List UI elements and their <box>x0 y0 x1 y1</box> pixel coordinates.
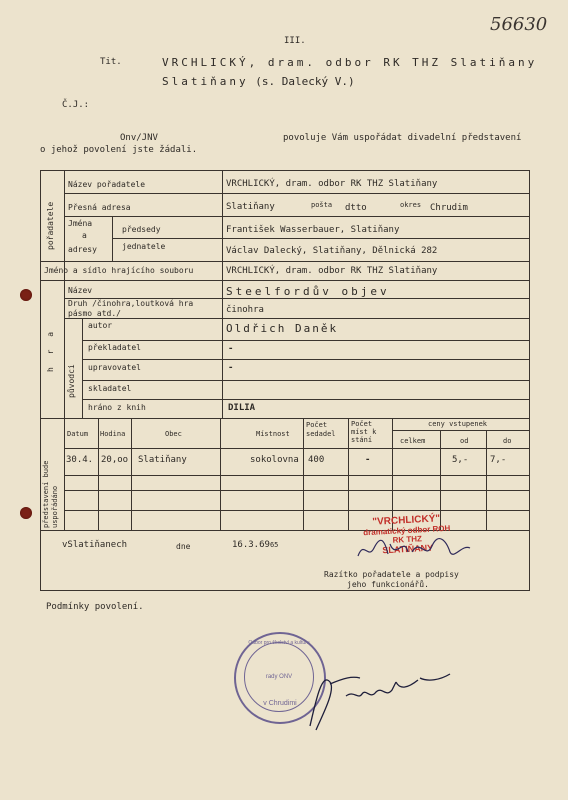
cj-label: Č.J.: <box>62 100 90 110</box>
author-value: Oldřich Daněk <box>226 322 339 335</box>
header-hour: Hodina <box>100 430 126 438</box>
ensemble-value: VRCHLICKÝ, dram. odbor RK THZ Slatiňany <box>226 266 438 276</box>
header-prices: ceny vstupenek <box>428 420 488 428</box>
okres-label: okres <box>400 201 422 209</box>
composer-label: skladatel <box>88 384 132 393</box>
okres-value: Chrudim <box>430 203 468 213</box>
posta-label: pošta <box>311 201 333 209</box>
play-genre-label: Druh /činohra,loutková hra pásmo atd./ <box>68 299 194 318</box>
tit-label: Tit. <box>100 57 122 67</box>
row-seats: 400 <box>308 455 325 465</box>
names-label-c: adresy <box>68 245 97 254</box>
addressee-town: Slatiňany <box>162 75 249 88</box>
round-stamp-top: Odbor pro školství a kulturu <box>248 640 310 646</box>
stamp-line-1: "VRCHLICKÝ" <box>372 513 441 528</box>
organizer-signatures <box>350 530 480 570</box>
posta-value: dtto <box>345 203 367 213</box>
book-value: DILIA <box>228 403 256 413</box>
section-number: III. <box>284 36 306 46</box>
secretary-value: Václav Dalecký, Slatiňany, Dělnická 282 <box>226 246 438 256</box>
round-stamp-bottom: v Chrudimi <box>263 700 297 707</box>
punch-hole-bottom <box>20 507 32 519</box>
header-town: Obec <box>165 430 182 438</box>
office-reference: Onv/JNV <box>120 133 158 143</box>
organizer-name-label: Název pořadatele <box>68 180 146 189</box>
row-price-from: 5,- <box>452 455 469 465</box>
names-label-b: a <box>82 231 87 240</box>
stamp-caption-1: Razítko pořadatele a podpisy <box>324 570 459 579</box>
permission-text: povoluje Vám uspořádat divadelní představení <box>283 133 522 143</box>
date-main: 16.3.69 <box>232 540 270 550</box>
place-value: Slatiňanech <box>67 540 128 550</box>
book-label: hráno z knih <box>88 403 146 412</box>
header-date: Datum <box>67 430 89 438</box>
date-label: dne <box>176 542 191 551</box>
row-date: 30.4. <box>66 455 94 465</box>
adapter-value: - <box>228 363 234 373</box>
addressee-name: VRCHLICKÝ, dram. odbor RK THZ Slatiňany <box>162 56 538 69</box>
addressee-line-1 <box>162 56 537 69</box>
secretary-label: jednatele <box>122 242 166 251</box>
date-value <box>232 540 278 550</box>
header-from: od <box>460 437 469 445</box>
stamp-line-3: RK THZ <box>392 534 423 545</box>
header-total: celkem <box>400 437 426 445</box>
play-genre-value: činohra <box>226 305 264 315</box>
performance-side-label: představení bude uspořádáno <box>42 460 59 528</box>
play-side-label: h r a <box>46 327 55 372</box>
organizer-address-value: Slatiňany <box>226 202 275 212</box>
header-venue: Místnost <box>256 430 290 438</box>
round-stamp-middle: rady ONV <box>265 674 293 680</box>
stamp-line-2: dramatický odbor ROH <box>363 523 451 538</box>
origin-side-label: původci <box>67 364 76 398</box>
addressee-line-2 <box>162 75 355 88</box>
organizer-side-label: pořadatele <box>46 201 55 250</box>
adapter-label: upravovatel <box>88 363 141 372</box>
request-text: o jehož povolení jste žádali. <box>40 145 198 155</box>
header-seats: Počet sedadel <box>306 421 336 438</box>
stamp-caption-2: jeho funkcionářů. <box>347 580 429 589</box>
play-title-label: Název <box>68 286 93 295</box>
row-price-to: 7,- <box>490 455 507 465</box>
addressee-contact: (s. Dalecký V.) <box>255 75 355 88</box>
row-town: Slatiňany <box>138 455 187 465</box>
place-prefix: v <box>62 540 68 550</box>
date-suffix: 65 <box>269 541 279 549</box>
header-to: do <box>503 437 512 445</box>
stamp-line-4: SLATIŇANY <box>382 542 434 556</box>
translator-value: - <box>228 344 234 354</box>
author-label: autor <box>88 321 113 330</box>
row-hour: 20,oo <box>101 455 129 465</box>
chairman-label: předsedy <box>122 225 161 234</box>
names-label-a: Jména <box>68 219 93 228</box>
official-signature <box>300 660 460 740</box>
punch-hole-top <box>20 289 32 301</box>
play-title-value: Steelfordův objev <box>226 285 390 298</box>
row-venue: sokolovna <box>250 455 299 465</box>
row-standing: - <box>365 455 371 465</box>
organizer-name-value: VRCHLICKÝ, dram. odbor RK THZ Slatiňany <box>226 179 438 189</box>
translator-label: překladatel <box>88 343 141 352</box>
ensemble-label: Jméno a sídlo hrajícího souboru <box>44 266 194 275</box>
header-standing: Počet míst k stání <box>351 420 377 444</box>
organizer-address-label: Přesná adresa <box>68 203 131 212</box>
document-number: 56630 <box>490 14 548 35</box>
place-line <box>62 540 127 550</box>
conditions-label: Podmínky povolení. <box>46 602 144 612</box>
chairman-value: František Wasserbauer, Slatiňany <box>226 225 400 235</box>
